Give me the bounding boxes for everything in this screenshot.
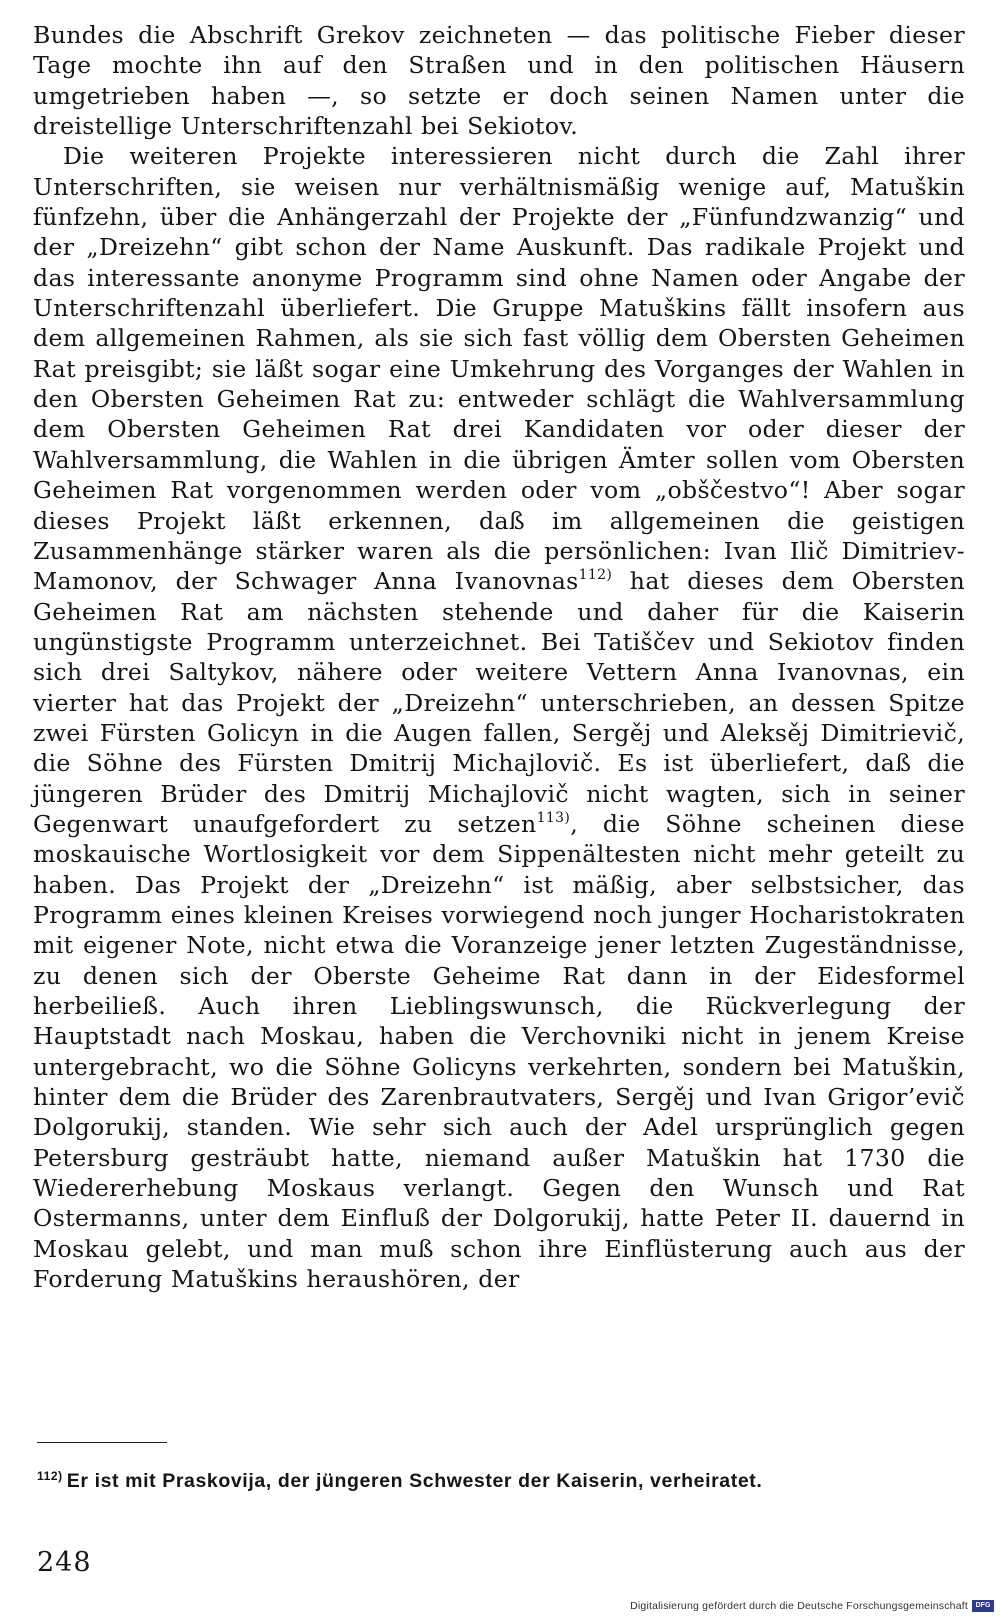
text-segment: , die Söhne scheinen diese moskauische Wortlosigkeit vor dem Sippenältesten nicht mehr geteilt zu haben. Das Projekt der „Dreizehn“ ist mäßig, aber selbstsicher, das Programm eines kleinen Kreises vorwiegend noch junger Hocharistokraten mit eigener Note, nicht etwa die Voranzeige jener letzten Zugeständnisse, zu denen sich der Oberste Geheime Rat dann in der Eidesformel herbeiließ. Auch ihren Lieblingswunsch, die Rückverlegung der Hauptstadt nach Moskau, haben die Verchovniki nicht in jenem Kreise untergebracht, wo die Söhne Golicyns verkehrten, sondern bei Matuškin, hinter dem die Brüder des Zarenbrautvaters, Sergěj und Ivan Grigor’evič Dolgorukij, standen. Wie sehr sich auch der Adel ursprünglich gegen Petersburg gesträubt hatte, niemand außer Matuškin hat 1730 die Wiedererhebung Moskaus verlangt. Gegen den Wunsch und Rat Ostermanns, unter dem Einfluß der Dolgorukij, hatte Peter II. dauernd in Moskau gelebt, und man muß schon ihre Einflüsterung auch aus der Forderung Matuškins heraushören, der [33,809,966,1294]
footnote-separator [37,1442,167,1443]
paragraph [33,20,965,141]
text-segment: Bundes die Abschrift Grekov zeichneten — das politische Fieber dieser Tage mochte ihn auf den Straßen und in den politischen Häusern umgetrieben haben —, so setzte er doch seinen Namen unter die dreistellige Unterschriftenzahl bei Sekiotov. [33,21,965,141]
footnote-text: Er ist mit Praskovija, der jüngeren Schwester der Kaiserin, verheiratet. [66,1470,763,1492]
footnote-reference: 112) [578,567,613,584]
text-segment: Die weiteren Projekte interessieren nicht durch die Zahl ihrer Unterschriften, sie weisen nur verhältnismäßig wenige auf, Matuškin fünfzehn, über die Anhängerzahl der Projekte der „Fünfundzwanzig“ und der „Dreizehn“ gibt schon der Name Auskunft. Das radikale Projekt und das interessante anonyme Programm sind ohne Namen oder Angabe der Unterschriftenzahl überliefert. Die Gruppe Matuškins fällt insofern aus dem allgemeinen Rahmen, als sie sich fast völlig dem Obersten Geheimen Rat preisgibt; sie läßt sogar eine Umkehrung des Vorganges der Wahlen in den Obersten Geheimen Rat zu: entweder schlägt die Wahlversammlung dem Obersten Geheimen Rat drei Kandidaten vor oder dieser der Wahlversammlung, die Wahlen in die übrigen Ämter sollen vom Obersten Geheimen Rat vorgenommen werden oder vom „obščestvo“! Aber sogar dieses Projekt läßt erkennen, daß im allgemeinen die geistigen Zusammenhänge stärker waren als die persönlichen: Ivan Ilič Dimitriev-Mamonov, der Schwager Anna Ivanovnas [33,142,965,596]
dfg-logo-icon: DFG [972,1600,994,1612]
digitization-note: Digitalisierung gefördert durch die Deutsche Forschungsgemeinschaft [630,1600,968,1612]
footnote-reference: 113) [536,810,571,827]
digitization-credit [630,1600,994,1612]
footnote-marker: 112) [37,1468,63,1483]
page-number: 248 [37,1547,92,1578]
paragraph [33,141,965,1294]
footnote-112 [37,1467,962,1496]
main-text [33,20,965,1294]
text-segment: hat dieses dem Obersten Geheimen Rat am nächsten stehende und daher für die Kaiserin ungünstigste Programm unterzeichnet. Bei Tatiščev und Sekiotov finden sich drei Saltykov, nähere oder weitere Vettern Anna Ivanovnas, ein vierter hat das Projekt der „Dreizehn“ unterschrieben, an dessen Spitze zwei Fürsten Golicyn in die Augen fallen, Sergěj und Aleksěj Dimitrievič, die Söhne des Fürsten Dmitrij Michajlovič. Es ist überliefert, daß die jüngeren Brüder des Dmitrij Michajlovič nicht wagten, sich in seiner Gegenwart unaufgefordert zu setzen [33,567,965,838]
